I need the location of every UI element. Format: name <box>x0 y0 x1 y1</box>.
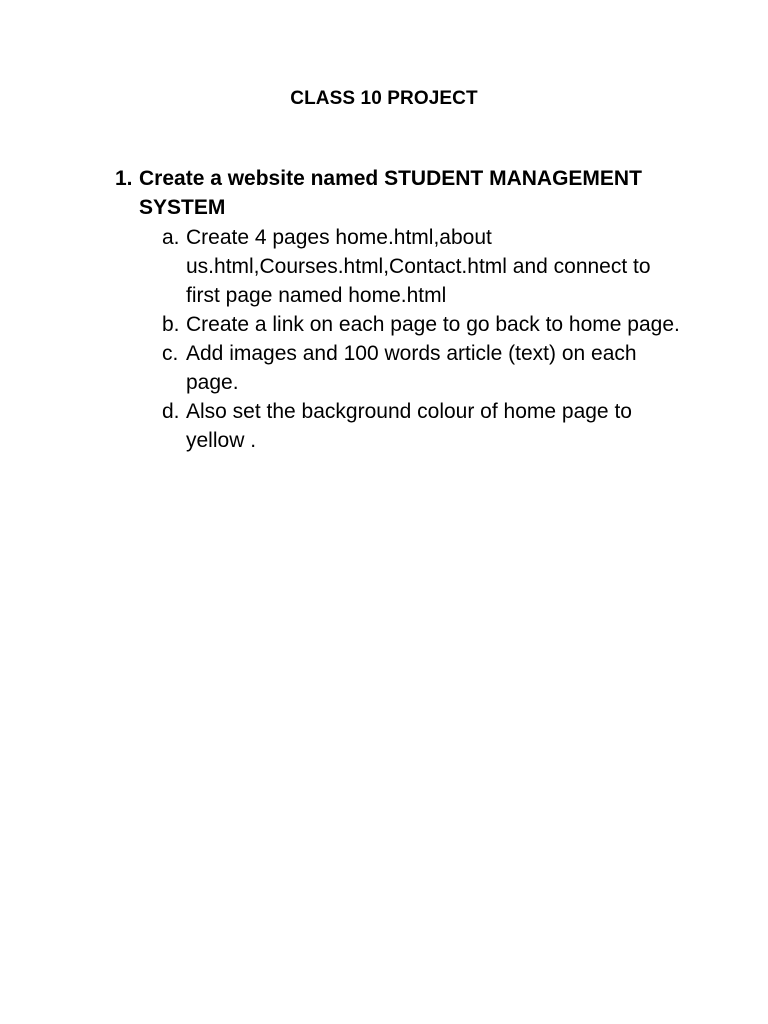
sub-item-text: Create a link on each page to go back to home page. <box>186 313 680 336</box>
sub-item-letter: a. <box>162 226 180 249</box>
sub-list <box>162 223 682 455</box>
sub-item-b <box>162 310 682 339</box>
list-item-1 <box>115 164 655 222</box>
sub-item-letter: d. <box>162 400 180 423</box>
sub-item-c <box>162 339 682 397</box>
page-title: CLASS 10 PROJECT <box>290 88 478 109</box>
sub-item-text: Also set the background colour of home page to yellow . <box>186 400 632 452</box>
sub-item-text: Create 4 pages home.html,about us.html,Courses.html,Contact.html and connect to first page named home.html <box>186 226 651 307</box>
sub-item-a <box>162 223 682 310</box>
list-item-number: 1. <box>115 167 133 190</box>
sub-item-text: Add images and 100 words article (text) on each page. <box>186 342 637 394</box>
sub-item-letter: b. <box>162 313 180 336</box>
sub-item-d <box>162 397 682 455</box>
list-item-text: Create a website named STUDENT MANAGEMENT SYSTEM <box>139 167 642 219</box>
sub-item-letter: c. <box>162 342 179 365</box>
